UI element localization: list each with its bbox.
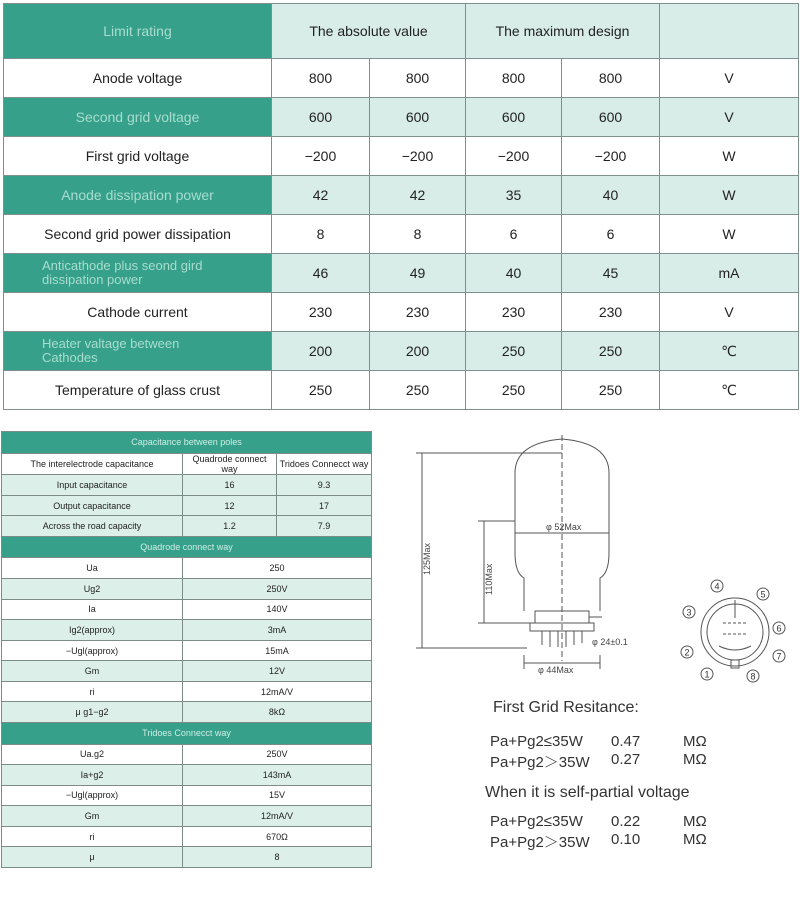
resistance-condition: Pa+Pg2＞35W — [490, 754, 590, 771]
body-height-label: 110Max — [484, 563, 494, 595]
limit-unit: V — [660, 59, 799, 98]
limit-table-body — [4, 59, 799, 410]
quad-row — [2, 599, 372, 620]
quad-row-label: −Ugl(approx) — [2, 640, 183, 661]
unit-header — [660, 4, 799, 59]
pin-number: 7 — [776, 651, 782, 662]
limit-cell: 600 — [370, 98, 466, 137]
limit-cell: 250 — [562, 371, 660, 410]
quad-row-value: 12V — [183, 661, 372, 682]
limit-row — [4, 137, 799, 176]
tri-row-label: −Ugl(approx) — [2, 785, 183, 806]
tri-row — [2, 847, 372, 868]
limit-cell: 49 — [370, 254, 466, 293]
resistance-value: 0.10 — [611, 831, 641, 848]
resistance-condition: Pa+Pg2＞35W — [490, 834, 590, 851]
limit-row — [4, 59, 799, 98]
limit-cell: −200 — [272, 137, 370, 176]
quad-row — [2, 702, 372, 723]
tri-row-value: 670Ω — [183, 826, 372, 847]
resistance-unit: MΩ — [683, 751, 707, 768]
tri-row — [2, 744, 372, 765]
cap-row — [2, 495, 372, 516]
bottom-dia-label: φ 44Max — [538, 665, 574, 675]
limit-unit: mA — [660, 254, 799, 293]
quad-row-value: 140V — [183, 599, 372, 620]
limit-cell: 8 — [370, 215, 466, 254]
limit-row-label: Heater valtage between Cathodes — [4, 332, 272, 371]
quad-row-value: 8kΩ — [183, 702, 372, 723]
limit-row-label: Anticathode plus seond gird dissipation power — [4, 254, 272, 293]
pin-number: 3 — [686, 607, 692, 618]
limit-cell: 46 — [272, 254, 370, 293]
tri-row — [2, 765, 372, 786]
quad-row-label: Ug2 — [2, 579, 183, 600]
tri-title-row — [2, 722, 372, 744]
tri-row — [2, 826, 372, 847]
quad-row-value: 3mA — [183, 620, 372, 641]
limit-cell: 8 — [272, 215, 370, 254]
limit-row-label: Second grid power dissipation — [4, 215, 272, 254]
cap-row-label: Output capacitance — [2, 495, 183, 516]
limit-unit: ℃ — [660, 371, 799, 410]
cap-title-row — [2, 432, 372, 454]
cap-title: Capacitance between poles — [2, 432, 372, 454]
limit-cell: 230 — [272, 293, 370, 332]
limit-row — [4, 332, 799, 371]
pin-number: 4 — [714, 581, 720, 592]
limit-row — [4, 176, 799, 215]
limit-unit: V — [660, 293, 799, 332]
limit-cell: 800 — [272, 59, 370, 98]
quad-row-label: Ia — [2, 599, 183, 620]
limit-row — [4, 371, 799, 410]
base-dia-label: φ 24±0.1 — [592, 637, 628, 647]
quad-row-value: 250V — [183, 579, 372, 600]
limit-row-label: Second grid voltage — [4, 98, 272, 137]
resistance-condition: Pa+Pg2≤35W — [490, 733, 583, 750]
limit-unit: ℃ — [660, 332, 799, 371]
tri-row-label: Gm — [2, 806, 183, 827]
tube-dimension-diagram — [412, 433, 662, 678]
limit-cell: 600 — [562, 98, 660, 137]
cap-row — [2, 475, 372, 496]
tri-row — [2, 785, 372, 806]
limit-cell: 250 — [466, 371, 562, 410]
cap-row-label: Input capacitance — [2, 475, 183, 496]
cap-tri-value: 9.3 — [277, 475, 372, 496]
resistance-unit: MΩ — [683, 733, 707, 750]
limit-cell: 600 — [466, 98, 562, 137]
quad-row — [2, 661, 372, 682]
tri-row-label: μ — [2, 847, 183, 868]
pin-number: 5 — [760, 589, 766, 600]
max-design-header: The maximum design — [466, 4, 660, 59]
limit-cell: 40 — [466, 254, 562, 293]
limit-cell: 230 — [370, 293, 466, 332]
limit-row-label: First grid voltage — [4, 137, 272, 176]
limit-cell: −200 — [562, 137, 660, 176]
quad-row-label: μ g1−g2 — [2, 702, 183, 723]
resistance-unit: MΩ — [683, 831, 707, 848]
limit-cell: 800 — [466, 59, 562, 98]
first-grid-resistance-title: First Grid Resitance: — [493, 699, 639, 716]
quad-row-label: Gm — [2, 661, 183, 682]
limit-cell: 600 — [272, 98, 370, 137]
tri-title: Tridoes Connecct way — [2, 722, 372, 744]
self-partial-voltage-title: When it is self-partial voltage — [485, 784, 690, 801]
pin-number: 6 — [776, 623, 782, 634]
resistance-condition: Pa+Pg2≤35W — [490, 813, 583, 830]
limit-cell: 250 — [466, 332, 562, 371]
limit-cell: 200 — [272, 332, 370, 371]
quad-row — [2, 620, 372, 641]
tri-row-value: 12mA/V — [183, 806, 372, 827]
cap-quad-value: 12 — [183, 495, 277, 516]
pin-number: 1 — [704, 669, 710, 680]
quad-row-label: Ua — [2, 558, 183, 579]
limit-cell: 200 — [370, 332, 466, 371]
dia-top-label: φ 52Max — [546, 522, 582, 532]
tri-row-value: 143mA — [183, 765, 372, 786]
limit-unit: W — [660, 215, 799, 254]
limit-unit: W — [660, 137, 799, 176]
limit-rating-table — [3, 3, 799, 410]
limit-header-label: Limit rating — [4, 4, 272, 59]
quad-title: Quadrode connect way — [2, 536, 372, 558]
cap-row-label: Across the road capacity — [2, 516, 183, 537]
quad-row — [2, 579, 372, 600]
tri-row-value: 250V — [183, 744, 372, 765]
limit-cell: −200 — [370, 137, 466, 176]
limit-cell: 40 — [562, 176, 660, 215]
limit-row-label: Temperature of glass crust — [4, 371, 272, 410]
limit-row — [4, 293, 799, 332]
limit-header-row — [4, 4, 799, 59]
quad-row — [2, 640, 372, 661]
resistance-value: 0.22 — [611, 813, 641, 830]
limit-row — [4, 215, 799, 254]
limit-cell: 230 — [562, 293, 660, 332]
quad-row-label: Ig2(approx) — [2, 620, 183, 641]
limit-cell: −200 — [466, 137, 562, 176]
limit-cell: 250 — [370, 371, 466, 410]
cap-row — [2, 516, 372, 537]
limit-cell: 42 — [272, 176, 370, 215]
cap-col-header-3: Tridoes Connecct way — [277, 453, 372, 475]
cap-tri-value: 7.9 — [277, 516, 372, 537]
capacitance-table — [1, 431, 372, 868]
limit-row-label: Cathode current — [4, 293, 272, 332]
limit-row-label: Anode dissipation power — [4, 176, 272, 215]
tri-row-label: Ia+g2 — [2, 765, 183, 786]
limit-cell: 45 — [562, 254, 660, 293]
limit-unit: W — [660, 176, 799, 215]
cap-quad-value: 16 — [183, 475, 277, 496]
cap-quad-value: 1.2 — [183, 516, 277, 537]
tri-row-value: 8 — [183, 847, 372, 868]
limit-cell: 230 — [466, 293, 562, 332]
limit-unit: V — [660, 98, 799, 137]
cap-col-header-2: Quadrode connect way — [183, 453, 277, 475]
absolute-value-header: The absolute value — [272, 4, 466, 59]
quad-title-row — [2, 536, 372, 558]
tri-row-label: Ua.g2 — [2, 744, 183, 765]
tri-row-label: ri — [2, 826, 183, 847]
tri-row-value: 15V — [183, 785, 372, 806]
cap-tri-value: 17 — [277, 495, 372, 516]
cap-col-header-row — [2, 453, 372, 475]
limit-row — [4, 254, 799, 293]
tri-row — [2, 806, 372, 827]
resistance-value: 0.27 — [611, 751, 641, 768]
cap-col-header-1: The interelectrode capacitance — [2, 453, 183, 475]
quad-row-label: ri — [2, 681, 183, 702]
pin-number: 2 — [684, 647, 690, 658]
limit-cell: 42 — [370, 176, 466, 215]
quad-row — [2, 558, 372, 579]
quad-row-value: 15mA — [183, 640, 372, 661]
resistance-value: 0.47 — [611, 733, 641, 750]
resistance-unit: MΩ — [683, 813, 707, 830]
limit-cell: 800 — [562, 59, 660, 98]
quad-row-value: 250 — [183, 558, 372, 579]
limit-cell: 6 — [466, 215, 562, 254]
limit-cell: 35 — [466, 176, 562, 215]
limit-cell: 250 — [272, 371, 370, 410]
pin-number: 8 — [750, 671, 756, 682]
limit-cell: 6 — [562, 215, 660, 254]
limit-cell: 800 — [370, 59, 466, 98]
limit-row — [4, 98, 799, 137]
cap-table-body — [2, 475, 372, 868]
limit-row-label: Anode voltage — [4, 59, 272, 98]
quad-row-value: 12mA/V — [183, 681, 372, 702]
pin-layout-diagram — [675, 578, 795, 686]
limit-cell: 250 — [562, 332, 660, 371]
total-height-label: 125Max — [422, 542, 432, 575]
quad-row — [2, 681, 372, 702]
key-notch — [731, 660, 739, 668]
